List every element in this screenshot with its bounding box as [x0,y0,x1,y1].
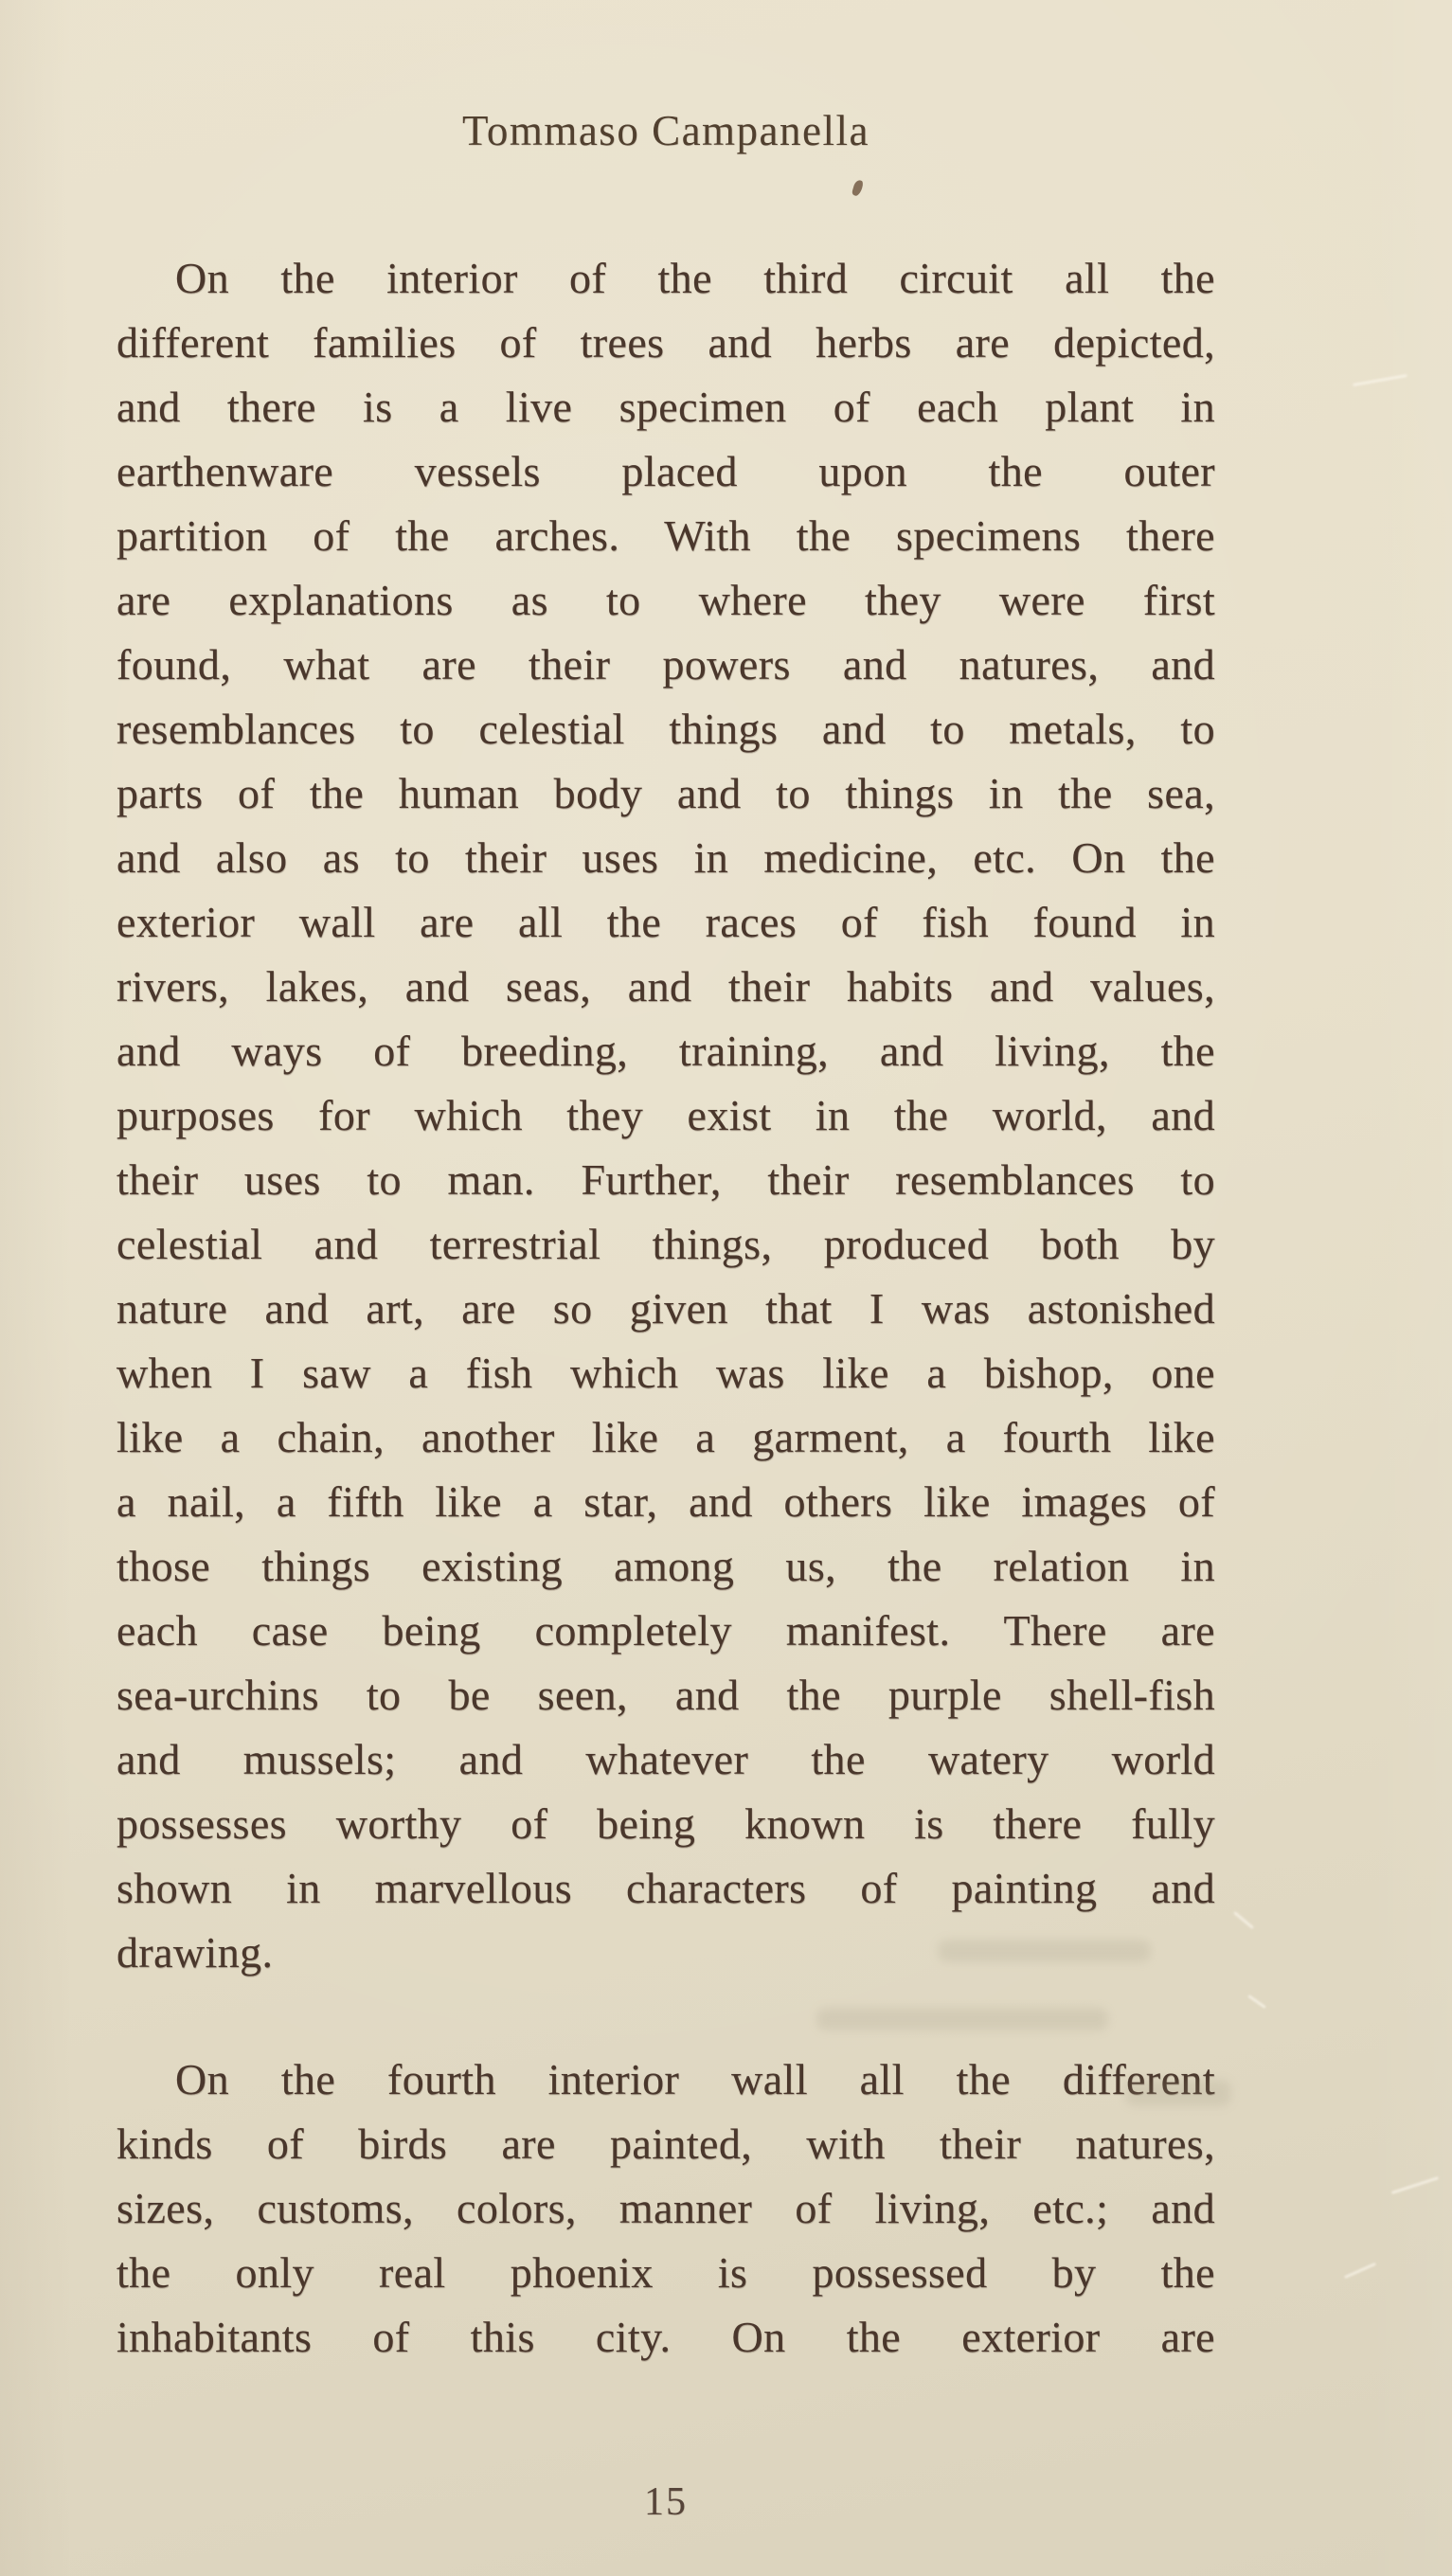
ink-speck [851,179,864,197]
text-line: purposes for which they exist in the world, and [117,1091,1215,1139]
text-line: and also as to their uses in medicine, etc. On the [117,833,1215,882]
text-line: sea-urchins to be seen, and the purple shell-fish [117,1671,1215,1719]
text-line: a nail, a fifth like a star, and others like images of [117,1477,1215,1526]
text-line: when I saw a fish which was like a bishop, one [117,1349,1215,1397]
show-through-smudge [938,1940,1151,1962]
text-line: sizes, customs, colors, manner of living, etc.; and [117,2184,1215,2232]
text-line: possesses worthy of being known is there fully [117,1799,1215,1848]
text-line: and ways of breeding, training, and living, the [117,1027,1215,1075]
text-line: each case being completely manifest. There are [117,1606,1215,1655]
text-line: partition of the arches. With the specimens there [117,511,1215,560]
text-line: nature and art, are so given that I was astonished [117,1284,1215,1333]
paragraph-third-circuit [117,246,1215,1985]
text-line: the only real phoenix is possessed by the [117,2248,1215,2297]
text-line: like a chain, another like a garment, a fourth like [117,1413,1215,1461]
text-line: and there is a live specimen of each plant in [117,383,1215,431]
text-line: On the fourth interior wall all the different [175,2055,1215,2103]
text-line: rivers, lakes, and seas, and their habits and values, [117,962,1215,1011]
page-number: 15 [644,2480,688,2524]
text-line: On the interior of the third circuit all the [175,254,1215,302]
text-line: inhabitants of this city. On the exterior are [117,2313,1215,2361]
page-body-text [117,246,1215,2370]
text-line: parts of the human body and to things in the sea, [117,769,1215,817]
paper-scratch [1344,2263,1376,2279]
running-header-author: Tommaso Campanella [461,107,869,154]
paper-scratch [1247,1995,1266,2009]
text-line: are explanations as to where they were first [117,576,1215,624]
show-through-smudge [1125,2080,1231,2106]
text-line: exterior wall are all the races of fish found in [117,898,1215,946]
text-line: resemblances to celestial things and to metals, to [117,705,1215,753]
show-through-smudge [816,2008,1108,2030]
text-line: earthenware vessels placed upon the outer [117,447,1215,495]
paper-scratch [1391,2176,1439,2194]
text-line: and mussels; and whatever the watery world [117,1735,1215,1783]
text-line: celestial and terrestrial things, produced both by [117,1220,1215,1268]
paper-scratch [1353,374,1407,386]
text-line: their uses to man. Further, their resemblances to [117,1155,1215,1204]
text-line: shown in marvellous characters of painting and [117,1864,1215,1912]
text-line: those things existing among us, the relation in [117,1542,1215,1590]
text-line: found, what are their powers and natures, and [117,640,1215,689]
text-line: drawing. [117,1928,274,1977]
text-line: kinds of birds are painted, with their natures, [117,2120,1215,2168]
text-line: different families of trees and herbs are depicted, [117,318,1215,367]
paper-scratch [1233,1911,1254,1929]
paragraph-fourth-interior-wall [117,2048,1215,2370]
